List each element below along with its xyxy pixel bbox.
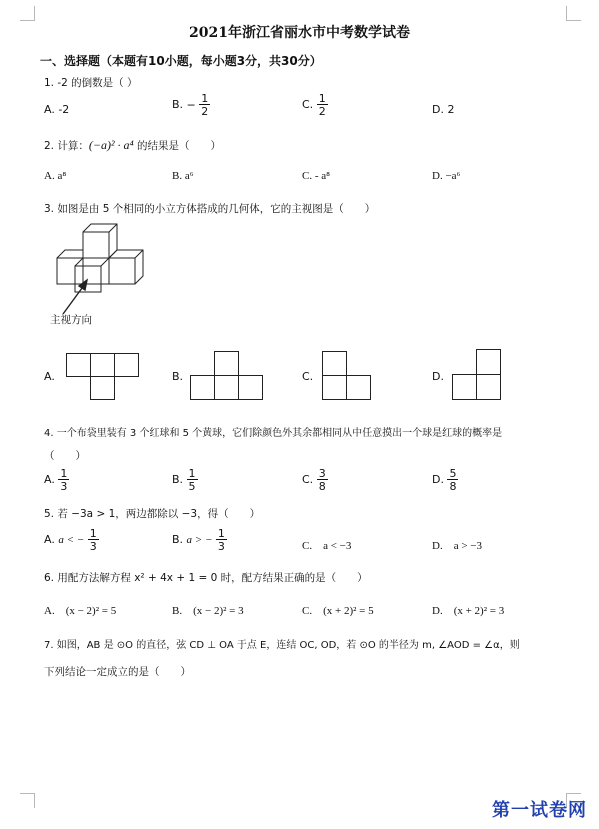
q5-option-d: D. a > −3	[432, 540, 482, 552]
q2-option-d: D. −a⁶	[432, 170, 461, 182]
page-title: 2021年浙江省丽水市中考数学试卷	[189, 25, 410, 41]
q3-option-c-figure	[322, 351, 378, 401]
q3-option-a-label: A.	[44, 370, 55, 383]
q4-option-c: C. $\frac{3}{8}$	[302, 467, 326, 493]
q6-option-b: B. (x − 2)² = 3	[172, 605, 244, 617]
question-7-stem: 7. 如图，AB 是 ⊙O 的直径，弦 CD ⊥ OA 于点 E，连结 OC, OD，若 ⊙O 的半径为 m, ∠AOD = ∠α，则	[44, 640, 520, 651]
question-7-stem-cont: 下列结论一定成立的是（ ）	[44, 666, 191, 678]
site-watermark: 第一试卷网	[492, 800, 587, 821]
q5-option-a: A. a < − $\frac{1}{3}$	[44, 527, 97, 553]
question-5-stem: 5. 若 −3a > 1，两边都除以 −3，得（ ）	[44, 508, 261, 520]
crop-mark-top-right	[566, 6, 581, 21]
question-1-stem: 1. -2 的倒数是（ ）	[44, 77, 138, 89]
q4-option-a: A. $\frac{1}{3}$	[44, 467, 68, 493]
q1-option-d: D. 2	[432, 103, 455, 116]
q1-option-a: A. -2	[44, 103, 70, 116]
q4-option-b: B. $\frac{1}{5}$	[172, 467, 196, 493]
q6-option-c: C. (x + 2)² = 5	[302, 605, 374, 617]
question-2-stem: 2. 计算：(−a)² · a⁴ 的结果是（ ）	[44, 138, 222, 152]
q1-option-b: B. − $\frac{1}{2}$	[172, 92, 209, 118]
q5-option-c: C. a < −3	[302, 540, 352, 552]
q3-option-d-label: D.	[432, 370, 444, 383]
q1-b-sign: −	[186, 98, 196, 112]
q4-option-d: D. $\frac{5}{8}$	[432, 467, 457, 493]
q2-option-c: C. - a⁸	[302, 170, 330, 182]
q3-option-a-figure	[66, 353, 146, 401]
crop-mark-top-left	[20, 6, 35, 21]
q3-option-b-figure	[190, 351, 270, 401]
q2-option-b: B. a⁶	[172, 170, 194, 182]
view-direction-label: 主视方向	[50, 314, 92, 326]
section-heading: 一、选择题（本题有10小题，每小题3分，共30分）	[40, 54, 322, 68]
q3-option-d-figure	[452, 349, 508, 401]
question-4-stem-cont: （ ）	[44, 450, 86, 462]
crop-mark-bottom-left	[20, 793, 35, 808]
question-3-stem: 3. 如图是由 5 个相同的小立方体搭成的几何体，它的主视图是（ ）	[44, 203, 376, 215]
q3-option-b-label: B.	[172, 370, 184, 383]
q5-option-b: B. a > − $\frac{1}{3}$	[172, 527, 225, 553]
q2-option-a: A. a⁸	[44, 170, 67, 182]
q3-option-c-label: C.	[302, 370, 314, 383]
q6-option-a: A. (x − 2)² = 5	[44, 605, 117, 617]
q6-option-d: D. (x + 2)² = 3	[432, 605, 505, 617]
q1-option-c: C. $\frac{1}{2}$	[302, 92, 326, 118]
question-6-stem: 6. 用配方法解方程 x² + 4x + 1 = 0 时，配方结果正确的是（ ）	[44, 572, 368, 584]
question-4-stem: 4. 一个布袋里装有 3 个红球和 5 个黄球，它们除颜色外其余都相同从中任意摸出一个球是红球的概率是	[44, 428, 503, 439]
